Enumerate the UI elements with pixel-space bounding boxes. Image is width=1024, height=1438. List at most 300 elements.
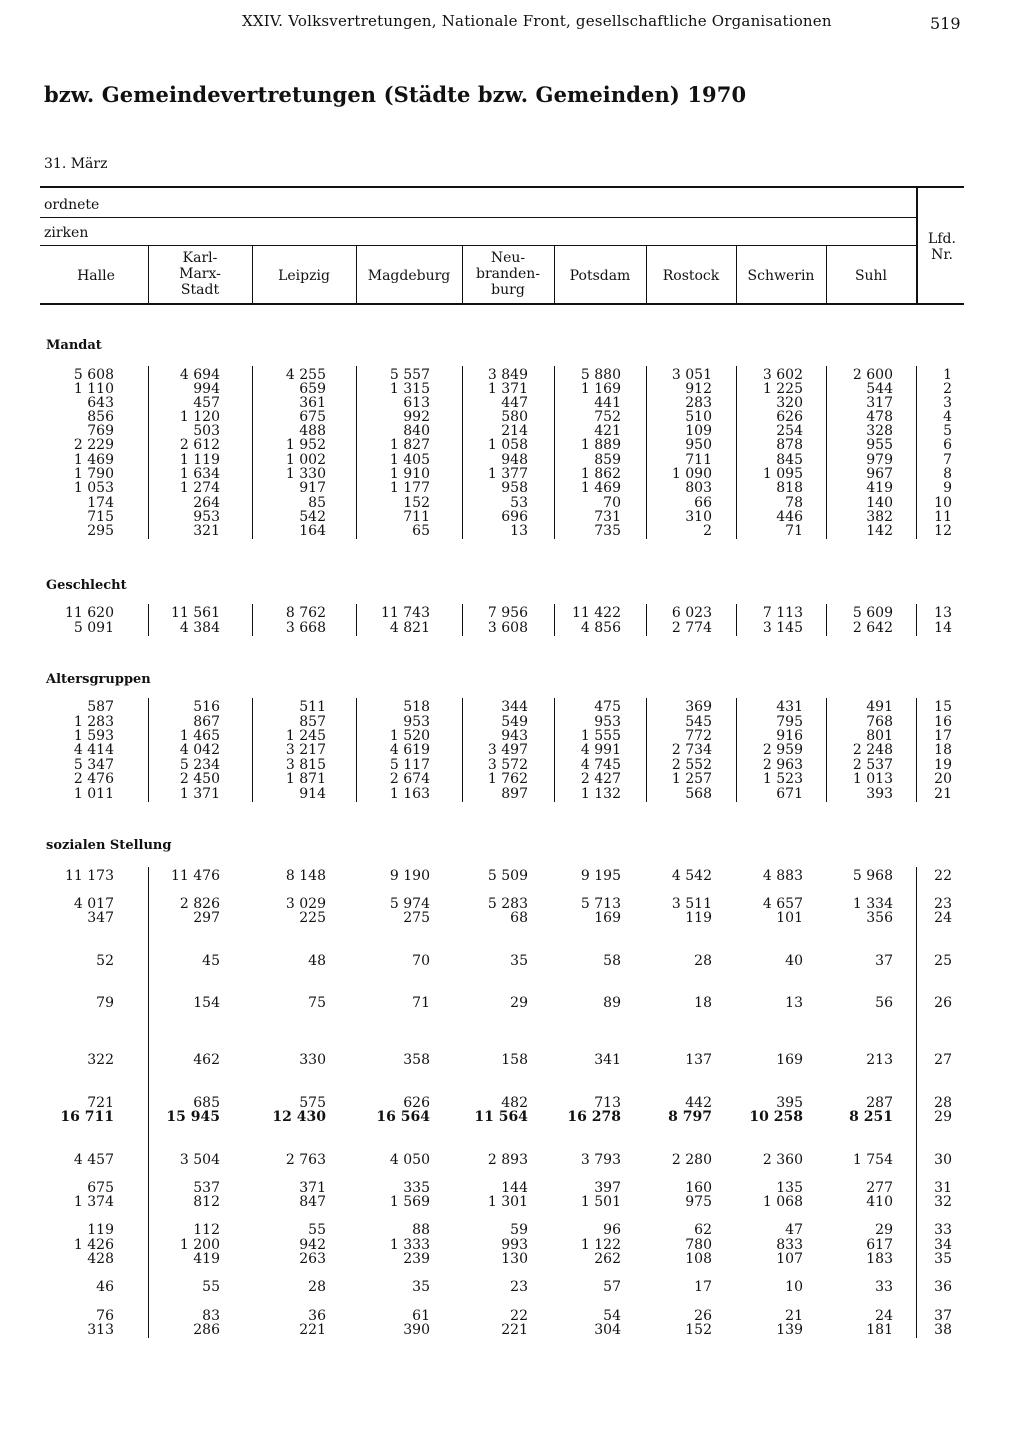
table-cell: 79 (96, 995, 114, 1011)
row-number: 7 (943, 452, 952, 468)
table-cell: 8 797 (668, 1109, 712, 1125)
table-cell: 2 360 (762, 1152, 803, 1168)
table-cell: 1 634 (179, 466, 220, 482)
table-cell: 214 (501, 423, 528, 439)
table-cell: 1 762 (487, 771, 528, 787)
table-cell: 447 (501, 395, 528, 411)
table-cell: 7 113 (762, 605, 803, 621)
table-cell: 344 (501, 699, 528, 715)
table-cell: 107 (776, 1251, 803, 1267)
table-cell: 812 (193, 1194, 220, 1210)
table-cell: 7 956 (487, 605, 528, 621)
table-cell: 10 258 (749, 1109, 803, 1125)
table-cell: 11 561 (171, 605, 220, 621)
table-cell: 35 (510, 953, 528, 969)
page-number: 519 (930, 14, 961, 33)
row-number: 34 (934, 1237, 952, 1253)
table-cell: 580 (501, 409, 528, 425)
table-cell: 518 (403, 699, 430, 715)
table-cell: 119 (685, 910, 712, 926)
table-cell: 45 (202, 953, 220, 969)
table-cell: 158 (501, 1052, 528, 1068)
table-cell: 5 974 (389, 896, 430, 912)
table-cell: 537 (193, 1180, 220, 1196)
table-cell: 53 (510, 495, 528, 511)
table-cell: 4 457 (73, 1152, 114, 1168)
table-cell: 542 (299, 509, 326, 525)
table-cell: 17 (694, 1279, 712, 1295)
table-cell: 369 (685, 699, 712, 715)
table-cell: 1 068 (762, 1194, 803, 1210)
table-cell: 40 (785, 953, 803, 969)
table-cell: 101 (776, 910, 803, 926)
table-cell: 818 (776, 480, 803, 496)
table-cell: 70 (603, 495, 621, 511)
date-label: 31. März (44, 156, 108, 172)
table-top-rule (40, 186, 964, 188)
column-header: Magdeburg (367, 268, 451, 284)
row-number: 6 (943, 437, 952, 453)
table-cell: 993 (501, 1237, 528, 1253)
table-cell: 1 245 (285, 728, 326, 744)
table-cell: 35 (412, 1279, 430, 1295)
table-cell: 23 (510, 1279, 528, 1295)
table-cell: 2 (703, 523, 712, 539)
row-number: 17 (934, 728, 952, 744)
table-cell: 3 572 (487, 757, 528, 773)
table-cell: 992 (403, 409, 430, 425)
table-cell: 2 229 (73, 437, 114, 453)
table-cell: 140 (866, 495, 893, 511)
table-cell: 1 520 (389, 728, 430, 744)
table-cell: 397 (594, 1180, 621, 1196)
table-cell: 2 612 (179, 437, 220, 453)
column-divider (916, 366, 917, 539)
table-cell: 511 (299, 699, 326, 715)
table-cell: 4 821 (389, 620, 430, 636)
table-cell: 859 (594, 452, 621, 468)
table-cell: 295 (87, 523, 114, 539)
table-cell: 516 (193, 699, 220, 715)
table-cell: 1 569 (389, 1194, 430, 1210)
table-cell: 857 (299, 714, 326, 730)
table-cell: 356 (866, 910, 893, 926)
table-cell: 5 234 (179, 757, 220, 773)
table-cell: 313 (87, 1322, 114, 1338)
table-cell: 3 511 (671, 896, 712, 912)
table-cell: 994 (193, 381, 220, 397)
table-cell: 446 (776, 509, 803, 525)
running-header: XXIV. Volksvertretungen, Nationale Front, gesellschaftliche Organisationen (242, 12, 832, 30)
header-column-divider (462, 246, 463, 303)
table-cell: 942 (299, 1237, 326, 1253)
table-cell: 37 (875, 953, 893, 969)
header-column-divider (148, 246, 149, 303)
table-cell: 3 029 (285, 896, 326, 912)
row-number: 25 (934, 953, 952, 969)
table-cell: 341 (594, 1052, 621, 1068)
table-cell: 711 (685, 452, 712, 468)
table-cell: 847 (299, 1194, 326, 1210)
column-divider (916, 604, 917, 636)
row-number: 15 (934, 699, 952, 715)
table-cell: 109 (685, 423, 712, 439)
table-cell: 58 (603, 953, 621, 969)
table-cell: 626 (403, 1095, 430, 1111)
table-cell: 29 (875, 1222, 893, 1238)
table-cell: 78 (785, 495, 803, 511)
table-cell: 5 713 (580, 896, 621, 912)
table-cell: 55 (202, 1279, 220, 1295)
header-group-zirken: zirken (44, 225, 89, 241)
row-number: 1 (943, 367, 952, 383)
row-number: 32 (934, 1194, 952, 1210)
table-cell: 119 (87, 1222, 114, 1238)
table-cell: 897 (501, 786, 528, 802)
lfd-nr-divider (916, 187, 918, 303)
table-cell: 735 (594, 523, 621, 539)
table-cell: 112 (193, 1222, 220, 1238)
table-cell: 5 968 (852, 868, 893, 884)
table-cell: 1 274 (179, 480, 220, 496)
table-cell: 361 (299, 395, 326, 411)
table-cell: 11 173 (65, 868, 114, 884)
table-cell: 575 (299, 1095, 326, 1111)
table-cell: 317 (866, 395, 893, 411)
table-cell: 2 963 (762, 757, 803, 773)
table-cell: 328 (866, 423, 893, 439)
table-cell: 488 (299, 423, 326, 439)
table-cell: 1 952 (285, 437, 326, 453)
table-cell: 711 (403, 509, 430, 525)
table-cell: 1 095 (762, 466, 803, 482)
row-number: 38 (934, 1322, 952, 1338)
table-cell: 2 642 (852, 620, 893, 636)
table-cell: 912 (685, 381, 712, 397)
table-cell: 833 (776, 1237, 803, 1253)
table-cell: 419 (193, 1251, 220, 1267)
table-cell: 1 790 (73, 466, 114, 482)
table-cell: 57 (603, 1279, 621, 1295)
row-number: 36 (934, 1279, 952, 1295)
table-cell: 1 225 (762, 381, 803, 397)
table-cell: 955 (866, 437, 893, 453)
table-cell: 1 377 (487, 466, 528, 482)
table-cell: 2 280 (671, 1152, 712, 1168)
column-header: Karl- Marx- Stadt (179, 250, 221, 298)
table-cell: 5 557 (389, 367, 430, 383)
table-cell: 953 (193, 509, 220, 525)
table-cell: 715 (87, 509, 114, 525)
table-cell: 1 169 (580, 381, 621, 397)
table-cell: 675 (299, 409, 326, 425)
section-title: Geschlecht (46, 578, 127, 593)
table-cell: 491 (866, 699, 893, 715)
table-cell: 2 674 (389, 771, 430, 787)
table-cell: 62 (694, 1222, 712, 1238)
table-cell: 83 (202, 1308, 220, 1324)
table-cell: 544 (866, 381, 893, 397)
row-number: 13 (934, 605, 952, 621)
table-cell: 5 117 (389, 757, 430, 773)
table-cell: 96 (603, 1222, 621, 1238)
column-header: Neu- branden- burg (475, 250, 540, 298)
page-title: bzw. Gemeindevertretungen (Städte bzw. Gemeinden) 1970 (44, 82, 747, 107)
table-cell: 1 889 (580, 437, 621, 453)
table-cell: 4 414 (73, 742, 114, 758)
table-cell: 142 (866, 523, 893, 539)
row-number: 35 (934, 1251, 952, 1267)
table-cell: 36 (308, 1308, 326, 1324)
table-cell: 160 (685, 1180, 712, 1196)
table-cell: 181 (866, 1322, 893, 1338)
row-number: 10 (934, 495, 952, 511)
table-cell: 626 (776, 409, 803, 425)
table-cell: 410 (866, 1194, 893, 1210)
table-cell: 2 537 (852, 757, 893, 773)
table-header-bottom-rule (40, 303, 964, 305)
table-cell: 953 (594, 714, 621, 730)
table-cell: 2 763 (285, 1152, 326, 1168)
table-cell: 510 (685, 409, 712, 425)
table-cell: 462 (193, 1052, 220, 1068)
table-cell: 75 (308, 995, 326, 1011)
table-cell: 371 (299, 1180, 326, 1196)
row-number: 29 (934, 1109, 952, 1125)
table-cell: 1 333 (389, 1237, 430, 1253)
column-header: Schwerin (747, 268, 815, 284)
table-cell: 26 (694, 1308, 712, 1324)
table-cell: 1 469 (73, 452, 114, 468)
table-cell: 16 711 (60, 1109, 114, 1125)
table-cell: 917 (299, 480, 326, 496)
table-cell: 878 (776, 437, 803, 453)
table-cell: 3 793 (580, 1152, 621, 1168)
table-cell: 61 (412, 1308, 430, 1324)
table-cell: 4 694 (179, 367, 220, 383)
table-cell: 15 945 (166, 1109, 220, 1125)
table-cell: 617 (866, 1237, 893, 1253)
section-title: Altersgruppen (46, 672, 151, 687)
column-header-lfd-nr: Lfd. Nr. (928, 231, 956, 263)
section-title: sozialen Stellung (46, 838, 172, 853)
section-title: Mandat (46, 338, 102, 353)
table-cell: 1 330 (285, 466, 326, 482)
table-cell: 752 (594, 409, 621, 425)
table-cell: 587 (87, 699, 114, 715)
table-cell: 16 278 (567, 1109, 621, 1125)
table-cell: 2 450 (179, 771, 220, 787)
table-cell: 1 523 (762, 771, 803, 787)
table-cell: 948 (501, 452, 528, 468)
table-cell: 33 (875, 1279, 893, 1295)
table-cell: 3 849 (487, 367, 528, 383)
table-cell: 958 (501, 480, 528, 496)
row-number: 16 (934, 714, 952, 730)
table-cell: 347 (87, 910, 114, 926)
table-cell: 549 (501, 714, 528, 730)
table-cell: 277 (866, 1180, 893, 1196)
table-cell: 482 (501, 1095, 528, 1111)
table-cell: 85 (308, 495, 326, 511)
table-cell: 675 (87, 1180, 114, 1196)
table-cell: 154 (193, 995, 220, 1011)
table-cell: 4 619 (389, 742, 430, 758)
table-cell: 2 552 (671, 757, 712, 773)
table-cell: 780 (685, 1237, 712, 1253)
table-cell: 2 893 (487, 1152, 528, 1168)
row-number: 11 (934, 509, 952, 525)
table-cell: 4 745 (580, 757, 621, 773)
table-cell: 1 374 (73, 1194, 114, 1210)
row-number: 23 (934, 896, 952, 912)
table-cell: 1 371 (487, 381, 528, 397)
table-cell: 29 (510, 995, 528, 1011)
table-cell: 4 384 (179, 620, 220, 636)
table-cell: 2 248 (852, 742, 893, 758)
column-divider (916, 867, 917, 1338)
table-cell: 5 609 (852, 605, 893, 621)
table-cell: 5 608 (73, 367, 114, 383)
table-cell: 1 011 (73, 786, 114, 802)
table-cell: 643 (87, 395, 114, 411)
header-column-divider (736, 246, 737, 303)
table-cell: 845 (776, 452, 803, 468)
column-header: Rostock (662, 268, 720, 284)
row-number: 33 (934, 1222, 952, 1238)
row-number: 2 (943, 381, 952, 397)
table-cell: 28 (694, 953, 712, 969)
table-cell: 2 600 (852, 367, 893, 383)
table-cell: 395 (776, 1095, 803, 1111)
table-cell: 11 564 (474, 1109, 528, 1125)
table-cell: 1 593 (73, 728, 114, 744)
row-number: 26 (934, 995, 952, 1011)
table-cell: 1 283 (73, 714, 114, 730)
row-number: 27 (934, 1052, 952, 1068)
table-cell: 3 602 (762, 367, 803, 383)
table-cell: 4 050 (389, 1152, 430, 1168)
column-header: Halle (77, 268, 115, 284)
table-cell: 13 (785, 995, 803, 1011)
table-cell: 1 013 (852, 771, 893, 787)
table-cell: 6 023 (671, 605, 712, 621)
table-cell: 1 058 (487, 437, 528, 453)
table-cell: 2 734 (671, 742, 712, 758)
table-cell: 382 (866, 509, 893, 525)
table-cell: 916 (776, 728, 803, 744)
table-cell: 11 620 (65, 605, 114, 621)
column-header: Suhl (854, 268, 888, 284)
table-cell: 221 (501, 1322, 528, 1338)
row-number: 5 (943, 423, 952, 439)
table-cell: 13 (510, 523, 528, 539)
column-divider (916, 698, 917, 802)
table-cell: 1 405 (389, 452, 430, 468)
table-cell: 137 (685, 1052, 712, 1068)
table-cell: 12 430 (272, 1109, 326, 1125)
row-number: 20 (934, 771, 952, 787)
table-cell: 1 132 (580, 786, 621, 802)
table-cell: 5 283 (487, 896, 528, 912)
table-cell: 24 (875, 1308, 893, 1324)
table-cell: 721 (87, 1095, 114, 1111)
table-cell: 22 (510, 1308, 528, 1324)
table-cell: 213 (866, 1052, 893, 1068)
table-cell: 297 (193, 910, 220, 926)
table-cell: 975 (685, 1194, 712, 1210)
table-cell: 264 (193, 495, 220, 511)
table-cell: 11 422 (572, 605, 621, 621)
table-cell: 801 (866, 728, 893, 744)
table-cell: 713 (594, 1095, 621, 1111)
table-cell: 3 051 (671, 367, 712, 383)
table-cell: 152 (685, 1322, 712, 1338)
table-cell: 321 (193, 523, 220, 539)
table-cell: 979 (866, 452, 893, 468)
row-number: 24 (934, 910, 952, 926)
table-cell: 10 (785, 1279, 803, 1295)
table-cell: 304 (594, 1322, 621, 1338)
row-number: 9 (943, 480, 952, 496)
table-cell: 169 (776, 1052, 803, 1068)
table-cell: 856 (87, 409, 114, 425)
table-cell: 1 053 (73, 480, 114, 496)
table-cell: 4 991 (580, 742, 621, 758)
table-cell: 1 163 (389, 786, 430, 802)
table-cell: 3 497 (487, 742, 528, 758)
table-cell: 47 (785, 1222, 803, 1238)
table-cell: 772 (685, 728, 712, 744)
table-cell: 671 (776, 786, 803, 802)
table-cell: 164 (299, 523, 326, 539)
row-number: 19 (934, 757, 952, 773)
table-cell: 914 (299, 786, 326, 802)
table-cell: 1 334 (852, 896, 893, 912)
table-cell: 545 (685, 714, 712, 730)
table-cell: 52 (96, 953, 114, 969)
table-cell: 88 (412, 1222, 430, 1238)
table-cell: 1 315 (389, 381, 430, 397)
table-cell: 1 555 (580, 728, 621, 744)
table-cell: 953 (403, 714, 430, 730)
table-cell: 59 (510, 1222, 528, 1238)
table-cell: 254 (776, 423, 803, 439)
table-cell: 840 (403, 423, 430, 439)
header-column-divider (554, 246, 555, 303)
table-cell: 1 871 (285, 771, 326, 787)
table-cell: 4 255 (285, 367, 326, 383)
table-cell: 8 148 (285, 868, 326, 884)
table-cell: 5 091 (73, 620, 114, 636)
table-cell: 108 (685, 1251, 712, 1267)
table-cell: 442 (685, 1095, 712, 1111)
table-cell: 16 564 (376, 1109, 430, 1125)
table-cell: 56 (875, 995, 893, 1011)
table-cell: 3 668 (285, 620, 326, 636)
table-cell: 5 347 (73, 757, 114, 773)
table-cell: 169 (594, 910, 621, 926)
table-cell: 54 (603, 1308, 621, 1324)
table-cell: 431 (776, 699, 803, 715)
table-cell: 275 (403, 910, 430, 926)
row-number: 3 (943, 395, 952, 411)
table-cell: 1 090 (671, 466, 712, 482)
table-cell: 1 110 (73, 381, 114, 397)
header-column-divider (646, 246, 647, 303)
table-cell: 335 (403, 1180, 430, 1196)
table-cell: 71 (785, 523, 803, 539)
